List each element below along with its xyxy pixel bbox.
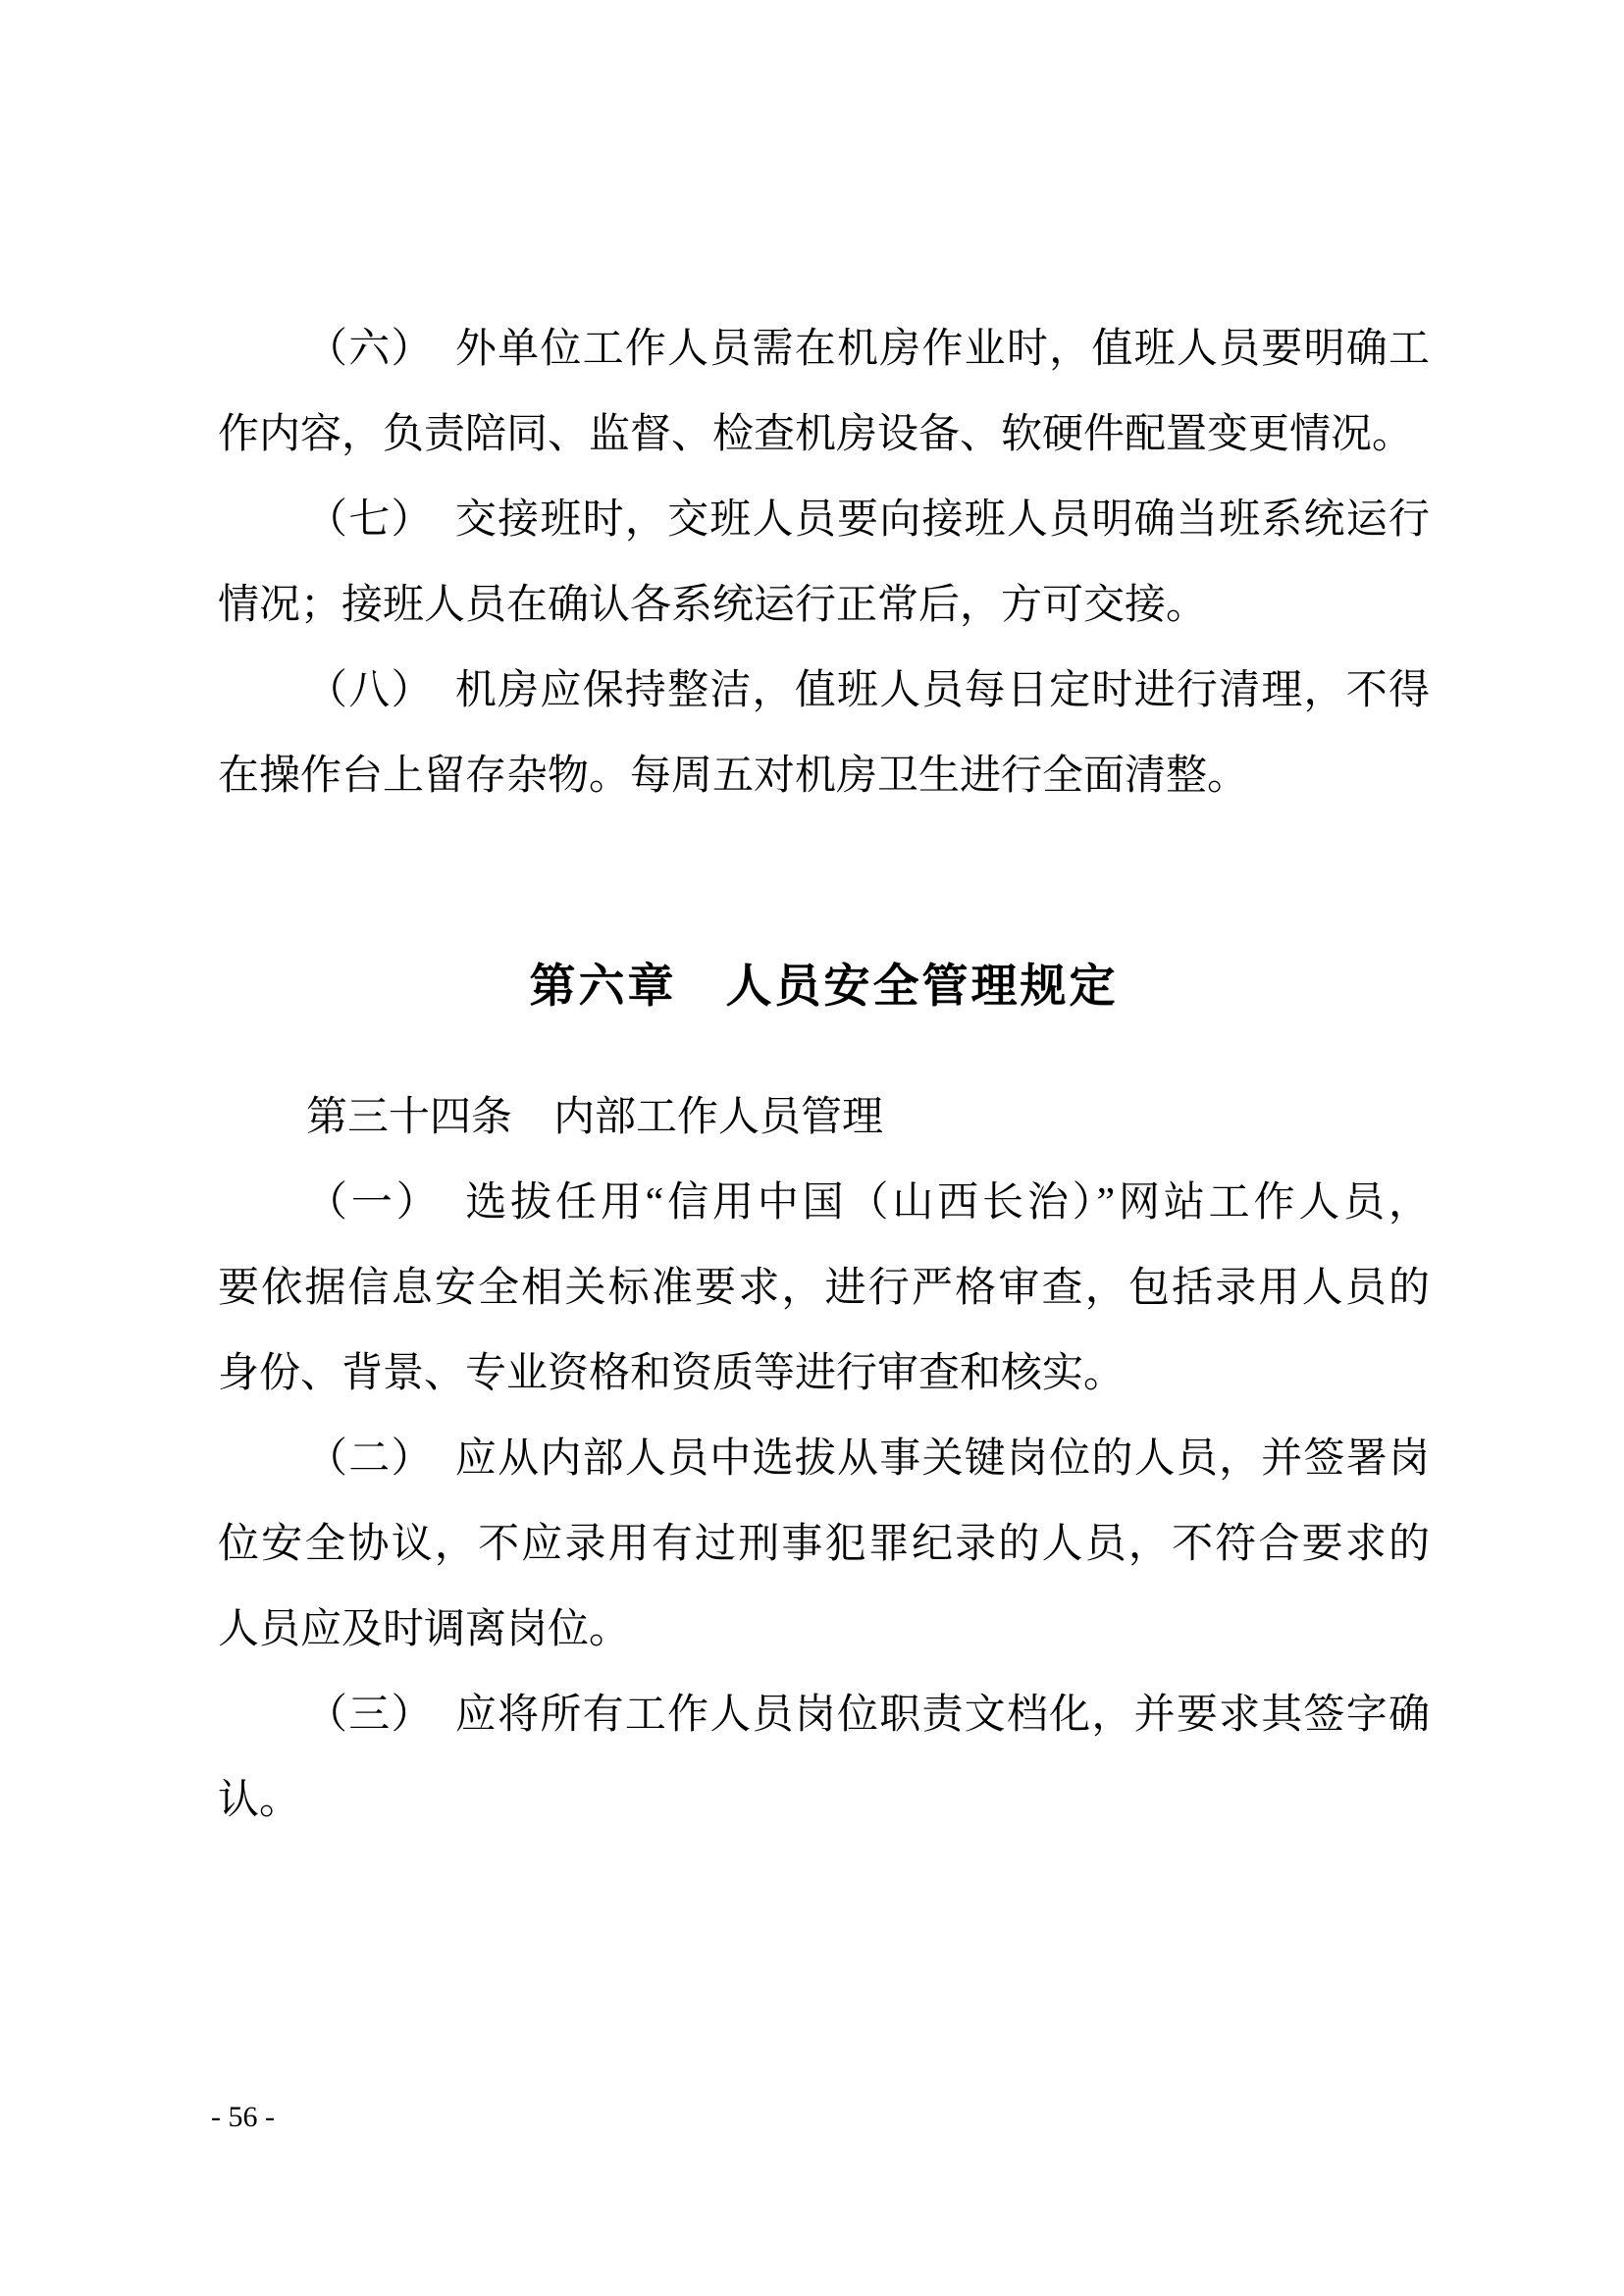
text-line: 位安全协议，不应录用有过刑事犯罪纪录的人员，不符合要求的 bbox=[218, 1522, 1430, 1567]
text-line: 在操作台上留存杂物。每周五对机房卫生进行全面清整。 bbox=[218, 754, 1249, 799]
document-body bbox=[218, 307, 1430, 1844]
article-heading bbox=[218, 1075, 1430, 1161]
clause-paragraph-7 bbox=[218, 478, 1430, 649]
chapter-heading: 第六章 人员安全管理规定 bbox=[529, 960, 1119, 1012]
text-line: （六） 外单位工作人员需在机房作业时，值班人员要明确工 bbox=[306, 327, 1430, 372]
clause-paragraph-1 bbox=[218, 1161, 1430, 1417]
text-line: 人员应及时调离岗位。 bbox=[218, 1607, 631, 1652]
text-line: 认。 bbox=[218, 1778, 301, 1823]
text-line: 第三十四条 内部工作人员管理 bbox=[306, 1095, 884, 1140]
clause-paragraph-8 bbox=[218, 649, 1430, 819]
clause-paragraph-2 bbox=[218, 1417, 1430, 1673]
text-line: （八） 机房应保持整洁，值班人员每日定时进行清理，不得 bbox=[306, 668, 1430, 713]
clause-paragraph-6 bbox=[218, 307, 1430, 478]
text-line: （二） 应从内部人员中选拔从事关键岗位的人员，并签署岗 bbox=[306, 1436, 1430, 1482]
text-line: （三） 应将所有工作人员岗位职责文档化，并要求其签字确 bbox=[306, 1693, 1430, 1738]
text-line: （七） 交接班时，交班人员要向接班人员明确当班系统运行 bbox=[306, 497, 1430, 543]
text-line: 作内容，负责陪同、监督、检查机房设备、软硬件配置变更情况。 bbox=[218, 412, 1414, 457]
text-line: 情况；接班人员在确认各系统运行正常后，方可交接。 bbox=[218, 583, 1208, 628]
clause-paragraph-3 bbox=[218, 1673, 1430, 1844]
text-line: 身份、背景、专业资格和资质等进行审查和核实。 bbox=[218, 1351, 1126, 1396]
text-line: 要依据信息安全相关标准要求，进行严格审查，包括录用人员的 bbox=[218, 1266, 1430, 1311]
text-line: （一） 选拔任用“信用中国（山西长治）”网站工作人员， bbox=[306, 1180, 1430, 1226]
page-number: - 56 - bbox=[211, 2101, 275, 2133]
